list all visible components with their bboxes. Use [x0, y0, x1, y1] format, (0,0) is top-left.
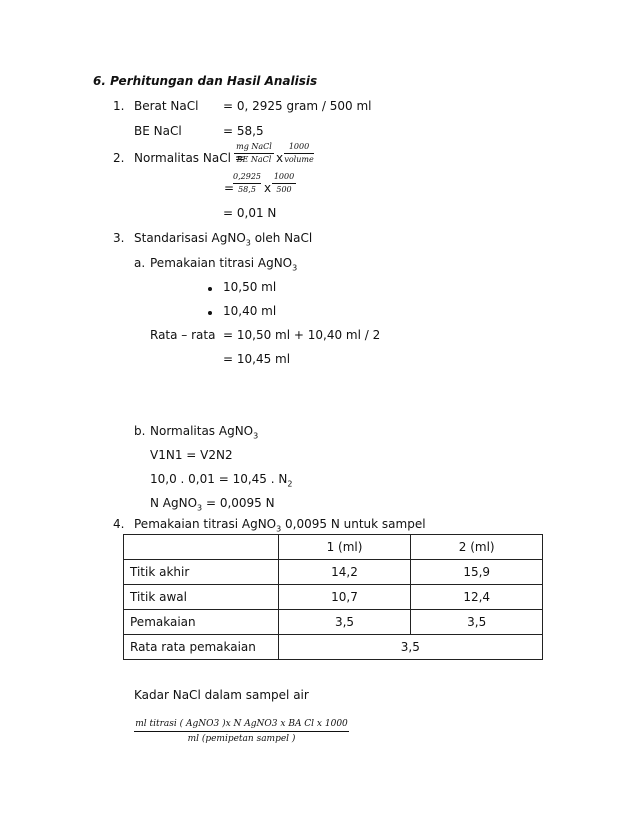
table-header-cell: 1 (ml) [278, 535, 411, 560]
fraction-bar [233, 183, 261, 184]
be-nacl-label: BE NaCl [134, 124, 182, 138]
formula-denominator: ml (pemipetan sampel ) [187, 734, 296, 744]
fraction-2925-over-585 [233, 172, 261, 195]
normalitas-nacl-label: Normalitas NaCl = [134, 151, 245, 165]
table-cell: 3,5 [278, 610, 411, 635]
sub-b-label: b. [134, 424, 146, 438]
table-cell: 15,9 [411, 560, 543, 585]
bullet-icon [208, 311, 212, 315]
fraction-denominator: 500 [276, 185, 292, 194]
normalitas-nacl-result: = 0,01 N [223, 206, 277, 220]
fraction-numerator: 1000 [288, 142, 310, 151]
titrasi-value-2: 10,40 ml [223, 304, 277, 318]
table-cell-average: 3,5 [278, 635, 542, 660]
fraction-bar [272, 183, 296, 184]
kadar-formula [134, 718, 349, 745]
normalitas-agno3-result: N AgNO$_3$ = 0,0095 N [150, 496, 275, 513]
rata-rata-result: = 10,45 ml [223, 352, 291, 366]
section-title: 6. Perhitungan dan Hasil Analisis [93, 74, 318, 88]
fraction-denominator: volume [284, 155, 314, 164]
standarisasi-title: Standarisasi AgNO$_3$ oleh NaCl [134, 231, 313, 248]
table-row [124, 585, 543, 610]
table-cell: 10,7 [278, 585, 411, 610]
fraction-denominator: 58,5 [238, 185, 256, 194]
rata-rata-label: Rata – rata [150, 328, 216, 342]
table-cell: 3,5 [411, 610, 543, 635]
normalitas-agno3-title: Normalitas AgNO$_3$ [150, 424, 259, 441]
pemakaian-sampel-title: Pemakaian titrasi AgNO$_3$ 0,0095 N untuk sampel [134, 517, 426, 534]
fraction-numerator: 0,2925 [233, 172, 261, 181]
table-cell: 12,4 [411, 585, 543, 610]
table-cell: Titik akhir [124, 560, 279, 585]
rata-rata-value: = 10,50 ml + 10,40 ml / 2 [223, 328, 381, 342]
formula-numerator: ml titrasi ( AgNO3 )x N AgNO3 x BA Cl x 1000 [135, 719, 348, 729]
bullet-icon [208, 287, 212, 291]
pemakaian-titrasi-title: Pemakaian titrasi AgNO$_3$ [150, 256, 298, 273]
item-3-number: 3. [113, 231, 125, 245]
sub-a-label: a. [134, 256, 146, 270]
kadar-nacl-title: Kadar NaCl dalam sampel air [134, 688, 309, 702]
fraction-numerator: mg NaCl [236, 142, 272, 151]
item-2-number: 2. [113, 151, 125, 165]
be-nacl-value: = 58,5 [223, 124, 264, 138]
equation-v1n1-v2n2: V1N1 = V2N2 [150, 448, 233, 462]
table-cell: 14,2 [278, 560, 411, 585]
fraction-denominator: BE NaCl [236, 155, 272, 164]
fraction-1000-over-500 [272, 172, 296, 195]
equals-sign: = [224, 181, 235, 195]
fraction-mg-over-be [234, 142, 274, 165]
item-4-number: 4. [113, 517, 125, 531]
fraction-bar [134, 731, 349, 732]
table-cell: Titik awal [124, 585, 279, 610]
berat-nacl-label: Berat NaCl [134, 99, 199, 113]
table-header-cell [124, 535, 279, 560]
titration-table [123, 534, 543, 660]
fraction-1000-over-volume [284, 142, 314, 165]
equation-substitution: 10,0 . 0,01 = 10,45 . $N_2$ [150, 472, 293, 489]
fraction-bar [234, 153, 274, 154]
fraction-bar [284, 153, 314, 154]
table-header-cell: 2 (ml) [411, 535, 543, 560]
table-row-average [124, 635, 543, 660]
titrasi-value-1: 10,50 ml [223, 280, 277, 294]
table-header-row [124, 535, 543, 560]
times-sign: x [276, 151, 284, 165]
table-row [124, 610, 543, 635]
table-cell: Pemakaian [124, 610, 279, 635]
fraction-numerator: 1000 [273, 172, 295, 181]
table-row [124, 560, 543, 585]
times-sign: x [264, 181, 272, 195]
item-1-number: 1. [113, 99, 125, 113]
table-cell: Rata rata pemakaian [124, 635, 279, 660]
berat-nacl-value: = 0, 2925 gram / 500 ml [223, 99, 372, 113]
